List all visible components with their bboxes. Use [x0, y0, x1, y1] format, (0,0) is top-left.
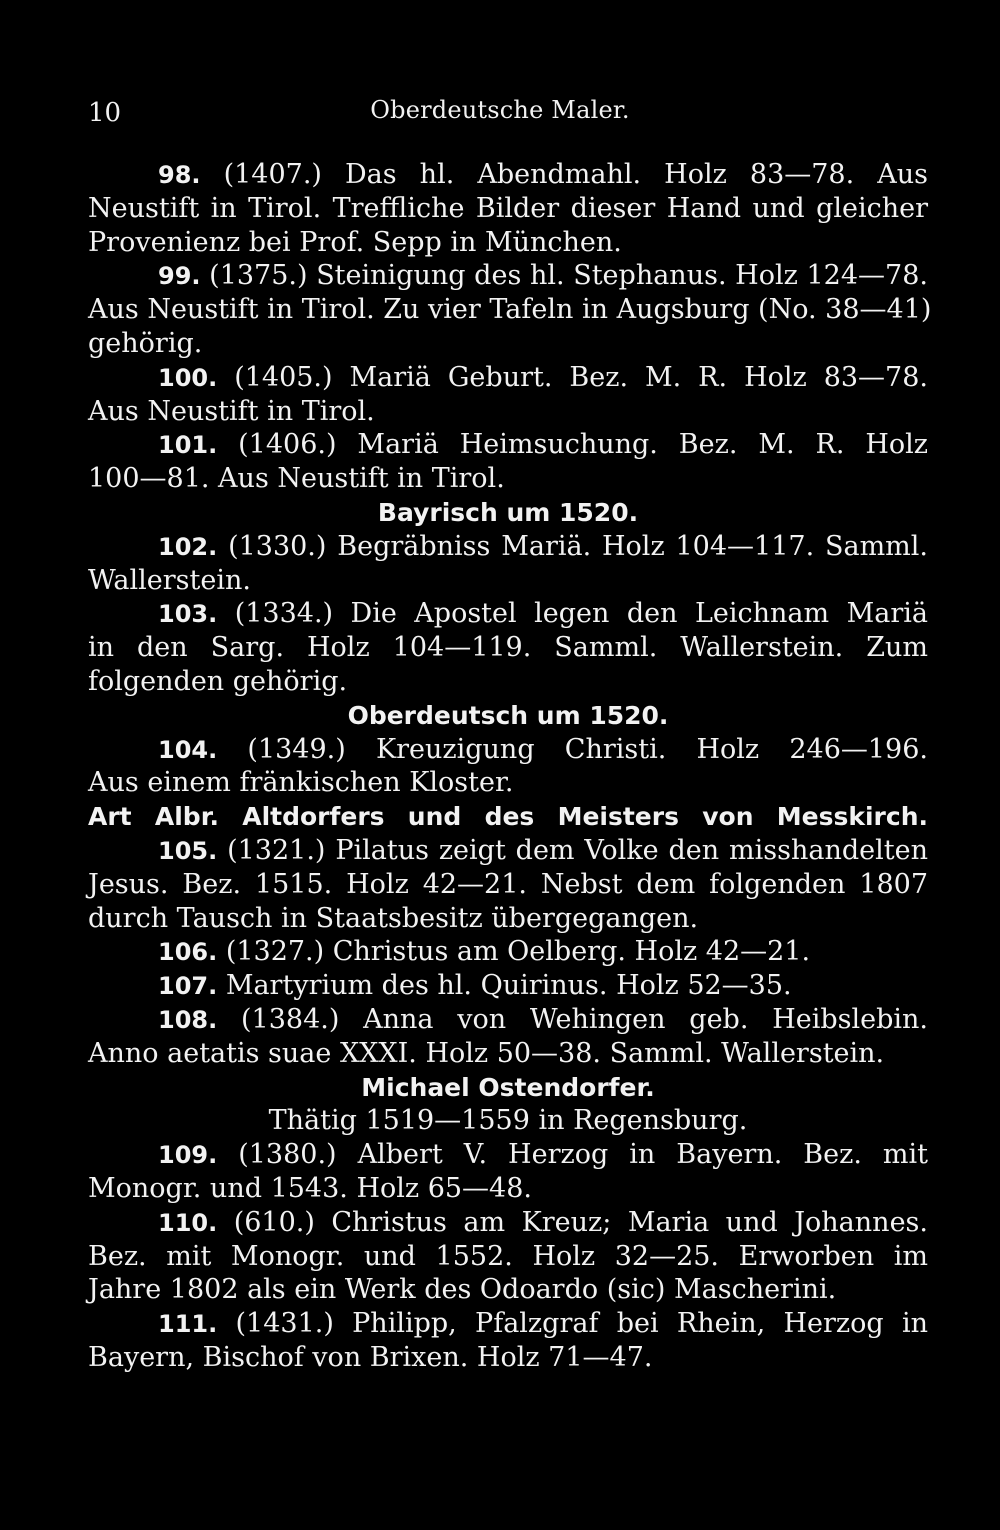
- section-heading: Art Albr. Altdorfers und des Meisters von Messkirch.: [88, 802, 928, 832]
- entry-text: (610.) Christus am Kreuz; Maria und Johannes.: [233, 1206, 928, 1238]
- entry-text: (1330.) Begräbniss Mariä. Holz 104—117. Samml.: [228, 530, 928, 562]
- catalog-entry-line: [88, 1003, 928, 1037]
- text-line: Jesus. Bez. 1515. Holz 42—21. Nebst dem folgenden 1807: [88, 868, 928, 900]
- entry-text: (1321.) Pilatus zeigt dem Volke den misshandelten: [227, 834, 928, 866]
- entry-number: 106.: [158, 938, 218, 967]
- catalog-entry-line: [88, 259, 928, 293]
- entry-text: (1407.) Das hl. Abendmahl. Holz 83—78. Aus: [223, 159, 928, 190]
- text-line: gehörig.: [88, 327, 203, 359]
- text-line: Wallerstein.: [88, 564, 251, 596]
- entry-text: (1349.) Kreuzigung Christi. Holz 246—196.: [247, 733, 928, 765]
- catalog-entry-line: [88, 834, 928, 868]
- entry-number: 103.: [158, 600, 218, 629]
- entry-number: 111.: [158, 1310, 218, 1339]
- catalog-entry-line: [88, 1307, 928, 1341]
- catalog-entry-line: [88, 597, 928, 631]
- text-line: Bayern, Bischof von Brixen. Holz 71—47.: [88, 1341, 653, 1373]
- text-line: Monogr. und 1543. Holz 65—48.: [88, 1172, 532, 1204]
- entry-text: (1375.) Steinigung des hl. Stephanus. Holz 124—78.: [209, 260, 928, 292]
- catalog-entry-line: [88, 158, 928, 192]
- text-line: Bez. mit Monogr. und 1552. Holz 32—25. Erworben im: [88, 1240, 928, 1272]
- catalog-entry-line: [88, 733, 928, 767]
- section-subheading: Thätig 1519—1559 in Regensburg.: [268, 1105, 748, 1137]
- entry-text: (1431.) Philipp, Pfalzgraf bei Rhein, Herzog in: [235, 1308, 928, 1340]
- text-line: Jahre 1802 als ein Werk des Odoardo (sic) Mascherini.: [88, 1274, 837, 1306]
- catalog-entry-line: [88, 361, 928, 395]
- entry-number: 104.: [158, 735, 218, 764]
- entry-number: 98.: [158, 161, 201, 189]
- text-line: 100—81. Aus Neustift in Tirol.: [88, 463, 505, 495]
- catalog-entry-line: [88, 1206, 928, 1240]
- catalog-text: [88, 158, 932, 1375]
- text-line: folgenden gehörig.: [88, 665, 348, 697]
- page-number: 10: [88, 98, 122, 128]
- entry-number: 107.: [158, 972, 218, 1001]
- entry-text: Martyrium des hl. Quirinus. Holz 52—35.: [225, 970, 792, 1002]
- entry-text: (1405.) Mariä Geburt. Bez. M. R. Holz 83—78.: [234, 361, 928, 393]
- entry-number: 105.: [158, 836, 218, 865]
- section-heading: Oberdeutsch um 1520.: [347, 700, 669, 730]
- catalog-entry-line: [88, 1138, 928, 1172]
- text-line: Aus einem fränkischen Kloster.: [88, 767, 514, 799]
- text-line: Aus Neustift in Tirol. Zu vier Tafeln in Augsburg (No. 38—41): [88, 294, 932, 326]
- entry-number: 109.: [158, 1141, 218, 1170]
- catalog-entry-line: [88, 969, 928, 1003]
- entry-number: 101.: [158, 431, 218, 460]
- entry-number: 99.: [158, 262, 201, 291]
- entry-text: (1380.) Albert V. Herzog in Bayern. Bez. mit: [238, 1139, 928, 1171]
- page-header: [0, 94, 1000, 134]
- entry-text: (1406.) Mariä Heimsuchung. Bez. M. R. Holz: [238, 429, 928, 461]
- text-line: Anno aetatis suae XXXI. Holz 50—38. Samml. Wallerstein.: [88, 1037, 885, 1069]
- text-line: Provenienz bei Prof. Sepp in München.: [88, 226, 622, 258]
- entry-text: (1384.) Anna von Wehingen geb. Heibslebin.: [241, 1003, 928, 1035]
- entry-text: (1327.) Christus am Oelberg. Holz 42—21.: [225, 936, 811, 968]
- text-line: in den Sarg. Holz 104—119. Samml. Wallerstein. Zum: [88, 632, 928, 664]
- section-heading: Bayrisch um 1520.: [377, 497, 639, 527]
- catalog-entry-line: [88, 530, 928, 564]
- entry-text: (1334.) Die Apostel legen den Leichnam Mariä: [234, 598, 928, 630]
- text-line: durch Tausch in Staatsbesitz übergegangen.: [88, 902, 699, 934]
- entry-number: 102.: [158, 532, 218, 561]
- catalog-entry-line: [88, 428, 928, 462]
- entry-number: 100.: [158, 363, 218, 392]
- text-line: Aus Neustift in Tirol.: [88, 395, 375, 427]
- entry-number: 110.: [158, 1208, 218, 1237]
- catalog-entry-line: [88, 935, 928, 969]
- entry-number: 108.: [158, 1005, 218, 1034]
- running-title: Oberdeutsche Maler.: [370, 96, 630, 124]
- section-heading: Michael Ostendorfer.: [361, 1072, 655, 1102]
- text-line: Neustift in Tirol. Treffliche Bilder dieser Hand und gleicher: [88, 192, 928, 224]
